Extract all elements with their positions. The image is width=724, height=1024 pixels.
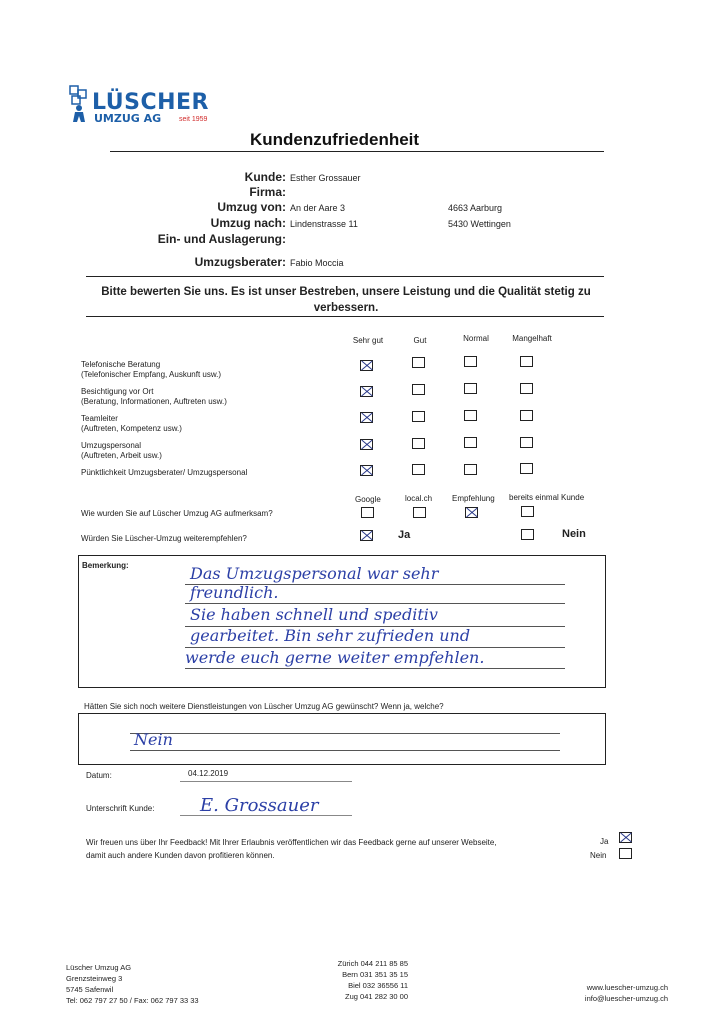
rating-checkbox[interactable] <box>412 464 425 475</box>
recommend-no-label: Nein <box>562 528 586 540</box>
recommend-no-checkbox[interactable] <box>521 529 534 540</box>
rating-row-label: Umzugspersonal (Auftreten, Arbeit usw.) <box>81 441 162 460</box>
signature-line <box>180 815 352 816</box>
consent-no-label: Nein <box>590 851 607 860</box>
consent-yes-checkbox[interactable] <box>619 832 632 843</box>
recommend-yes-label: Ja <box>398 529 411 541</box>
date-value: 04.12.2019 <box>188 769 229 778</box>
firma-label: Firma: <box>249 185 286 199</box>
rating-checkbox[interactable] <box>464 437 477 448</box>
consent-text-1: Wir freuen uns über Ihr Feedback! Mit Ihrer Erlaubnis veröffentlichen wir das Feedback gerne auf unserer Webseite, <box>86 838 497 847</box>
consent-yes-label: Ja <box>600 837 609 846</box>
intro-rule-top <box>86 276 604 277</box>
rating-checkbox[interactable] <box>360 439 373 450</box>
rating-checkbox[interactable] <box>464 410 477 421</box>
rating-row-label: Besichtigung vor Ort (Beratung, Informationen, Auftreten usw.) <box>81 387 227 406</box>
signature: E. Grossauer <box>200 795 319 816</box>
date-label: Datum: <box>86 771 112 780</box>
rating-checkbox[interactable] <box>520 410 533 421</box>
logo-sub: UMZUG AG <box>94 112 162 125</box>
berater-value: Fabio Moccia <box>290 258 344 268</box>
page-title: Kundenzufriedenheit <box>250 130 420 149</box>
source-checkbox-google[interactable] <box>361 507 374 518</box>
source-question: Wie wurden Sie auf Lüscher Umzug AG aufmerksam? <box>81 509 273 518</box>
services-answer: Nein <box>134 730 173 749</box>
source-option-label: Google <box>355 495 381 504</box>
intro-text: Bitte bewerten Sie uns. Es ist unser Bestreben, unsere Leistung und die Qualität stetig zu verbessern. <box>101 286 591 314</box>
services-line <box>130 750 560 751</box>
col-normal: Normal <box>463 334 489 343</box>
berater-label: Umzugsberater: <box>194 255 286 269</box>
umzug-von-city: 4663 Aarburg <box>448 203 503 213</box>
source-option-label: local.ch <box>405 494 433 503</box>
kunde-value: Esther Grossauer <box>290 173 361 183</box>
source-option-label: Empfehlung <box>452 494 495 503</box>
logo-name: LÜSCHER <box>92 90 209 115</box>
rating-row-label: Teamleiter (Auftreten, Kompetenz usw.) <box>81 414 182 433</box>
col-sehr-gut: Sehr gut <box>352 336 384 345</box>
title-rule <box>110 151 604 152</box>
remarks-label: Bemerkung: <box>82 561 129 570</box>
rating-checkbox[interactable] <box>520 463 533 474</box>
col-gut: Gut <box>413 336 427 345</box>
footer-phones: Zürich 044 211 85 85 Bern 031 351 35 15 Biel 032 36556 11 Zug 041 282 30 00 <box>337 959 408 1001</box>
source-checkbox-localch[interactable] <box>413 507 426 518</box>
footer-company: Lüscher Umzug AG Grenzsteinweg 3 5745 Safenwil Tel: 062 797 27 50 / Fax: 062 797 33 33 <box>66 963 199 1005</box>
remarks-text-line: freundlich. <box>190 583 279 602</box>
services-question: Hätten Sie sich noch weitere Dienstleistungen von Lüscher Umzug AG gewünscht? Wenn ja, welche? <box>84 702 444 711</box>
rating-checkbox[interactable] <box>360 465 373 476</box>
rating-row-label: Pünktlichkeit Umzugsberater/ Umzugspersonal <box>81 468 248 477</box>
rating-checkbox[interactable] <box>360 360 373 371</box>
umzug-von-label: Umzug von: <box>217 200 286 214</box>
consent-no-checkbox[interactable] <box>619 848 632 859</box>
remarks-text-line: werde euch gerne weiter empfehlen. <box>185 648 485 667</box>
date-line <box>180 781 352 782</box>
consent-text-2: damit auch andere Kunden davon profitieren können. <box>86 851 275 860</box>
services-line <box>130 733 560 734</box>
umzug-nach-value: Lindenstrasse 11 <box>290 219 358 229</box>
rating-checkbox[interactable] <box>412 438 425 449</box>
source-option-label: bereits einmal Kunde <box>509 493 585 502</box>
umzug-von-value: An der Aare 3 <box>290 203 346 213</box>
kunde-label: Kunde: <box>244 170 286 184</box>
remarks-line <box>185 668 565 669</box>
rating-checkbox[interactable] <box>360 412 373 423</box>
footer-web: www.luescher-umzug.ch info@luescher-umzug.ch <box>584 983 668 1003</box>
source-checkbox-bereits-kunde[interactable] <box>521 506 534 517</box>
remarks-text-line: gearbeitet. Bin sehr zufrieden und <box>190 626 471 645</box>
signature-label: Unterschrift Kunde: <box>86 804 155 813</box>
recommend-yes-checkbox[interactable] <box>360 530 373 541</box>
rating-checkbox[interactable] <box>464 356 477 367</box>
rating-checkbox[interactable] <box>520 437 533 448</box>
rating-checkbox[interactable] <box>412 357 425 368</box>
rating-checkbox[interactable] <box>412 411 425 422</box>
rating-checkbox[interactable] <box>412 384 425 395</box>
rating-checkbox[interactable] <box>464 383 477 394</box>
rating-checkbox[interactable] <box>520 383 533 394</box>
logo-since: seit 1959 <box>179 116 208 123</box>
remarks-line <box>185 603 565 604</box>
recommend-question: Würden Sie Lüscher-Umzug weiterempfehlen? <box>81 534 247 543</box>
rating-checkbox[interactable] <box>360 386 373 397</box>
logo <box>66 84 226 128</box>
rating-checkbox[interactable] <box>464 464 477 475</box>
rating-row-label: Telefonische Beratung (Telefonischer Empfang, Auskunft usw.) <box>81 360 222 379</box>
remarks-text-line: Sie haben schnell und speditiv <box>190 605 438 624</box>
remarks-text-line: Das Umzugspersonal war sehr <box>190 564 439 583</box>
umzug-nach-city: 5430 Wettingen <box>448 219 511 229</box>
col-mangelhaft: Mangelhaft <box>512 334 552 343</box>
source-checkbox-empfehlung[interactable] <box>465 507 478 518</box>
rating-checkbox[interactable] <box>520 356 533 367</box>
umzug-nach-label: Umzug nach: <box>210 216 286 230</box>
mover-boxes-icon <box>66 84 92 124</box>
intro-rule-bottom <box>86 316 604 317</box>
lagerung-label: Ein- und Auslagerung: <box>157 232 286 246</box>
